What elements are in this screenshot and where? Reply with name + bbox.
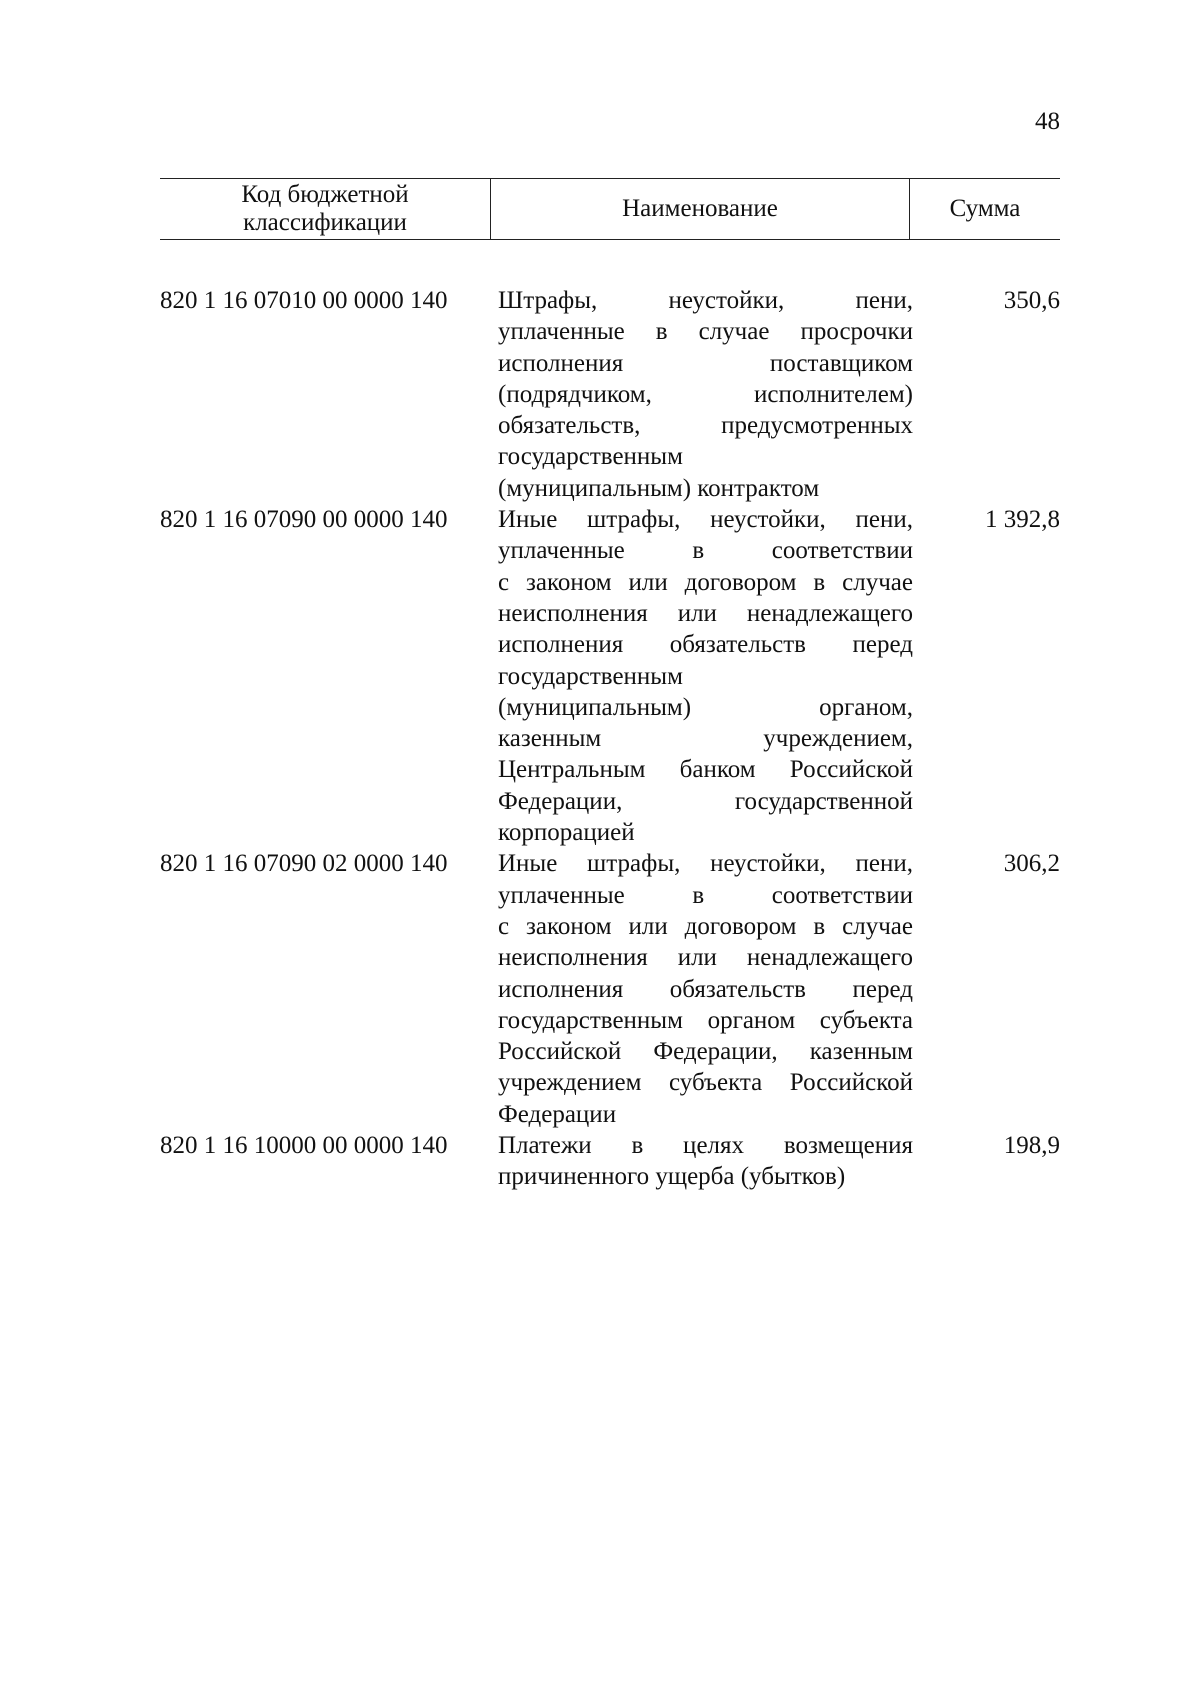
row-code: 820 1 16 10000 00 0000 140 — [160, 1132, 448, 1160]
row-name — [498, 504, 913, 848]
header-name: Наименование — [490, 179, 910, 239]
row-name-line: Центральным банком Российской — [498, 756, 913, 784]
row-name-line: Российской Федерации, казенным — [498, 1038, 913, 1066]
row-name-line: (подрядчиком, исполнителем) — [498, 380, 913, 408]
row-name-line: Федерации, государственной — [498, 787, 913, 815]
page-number: 48 — [1035, 108, 1060, 135]
table-row — [160, 1130, 1060, 1193]
row-name-line: государственным — [498, 443, 683, 471]
row-name-line: корпорацией — [498, 819, 635, 847]
header-code-line1: Код бюджетной — [241, 181, 409, 208]
row-sum: 198,9 — [1003, 1132, 1060, 1160]
row-name-line: причиненного ущерба (убытков) — [498, 1163, 846, 1191]
row-name — [498, 1130, 913, 1193]
table-row — [160, 285, 1060, 504]
row-name-line: (муниципальным) контрактом — [498, 474, 820, 502]
row-name-line: государственным органом субъекта — [498, 1006, 913, 1034]
row-name-line: исполнения обязательств перед — [498, 631, 913, 659]
row-code: 820 1 16 07090 00 0000 140 — [160, 506, 448, 534]
table-row — [160, 848, 1060, 1130]
row-sum: 1 392,8 — [985, 506, 1060, 534]
row-name-line: с законом или договором в случае — [498, 912, 913, 940]
row-name-line: (муниципальным) органом, — [498, 693, 913, 721]
row-name-line: неисполнения или ненадлежащего — [498, 944, 913, 972]
row-name-line: учреждением субъекта Российской — [498, 1069, 913, 1097]
row-code: 820 1 16 07090 02 0000 140 — [160, 850, 448, 878]
table-header — [160, 178, 1060, 240]
header-code — [160, 179, 490, 239]
row-name-line: государственным — [498, 662, 683, 690]
row-name-line: обязательств, предусмотренных — [498, 412, 913, 440]
row-code: 820 1 16 07010 00 0000 140 — [160, 287, 448, 314]
row-sum: 306,2 — [1003, 850, 1060, 878]
header-sum: Сумма — [949, 195, 1021, 222]
row-name-line: исполнения обязательств перед — [498, 975, 913, 1003]
row-name-line: казенным учреждением, — [498, 725, 913, 753]
table-body — [160, 285, 1060, 1193]
header-code-line2: классификации — [243, 209, 407, 236]
row-name-line: уплаченные в соответствии — [498, 537, 913, 565]
row-name-line: уплаченные в соответствии — [498, 881, 913, 909]
row-name — [498, 285, 913, 504]
row-name-line: исполнения поставщиком — [498, 349, 913, 377]
row-name-line: с законом или договором в случае — [498, 568, 913, 596]
row-name-line: Федерации — [498, 1100, 617, 1128]
row-name-line: Платежи в целях возмещения — [498, 1132, 913, 1160]
row-name-line: Иные штрафы, неустойки, пени, — [498, 506, 913, 534]
row-name-line: Иные штрафы, неустойки, пени, — [498, 850, 913, 878]
row-name-line: Штрафы, неустойки, пени, — [498, 287, 913, 314]
table-row — [160, 504, 1060, 848]
row-sum: 350,6 — [1003, 287, 1060, 314]
row-name-line: неисполнения или ненадлежащего — [498, 599, 913, 627]
row-name-line: уплаченные в случае просрочки — [498, 318, 913, 346]
row-name — [498, 848, 913, 1130]
